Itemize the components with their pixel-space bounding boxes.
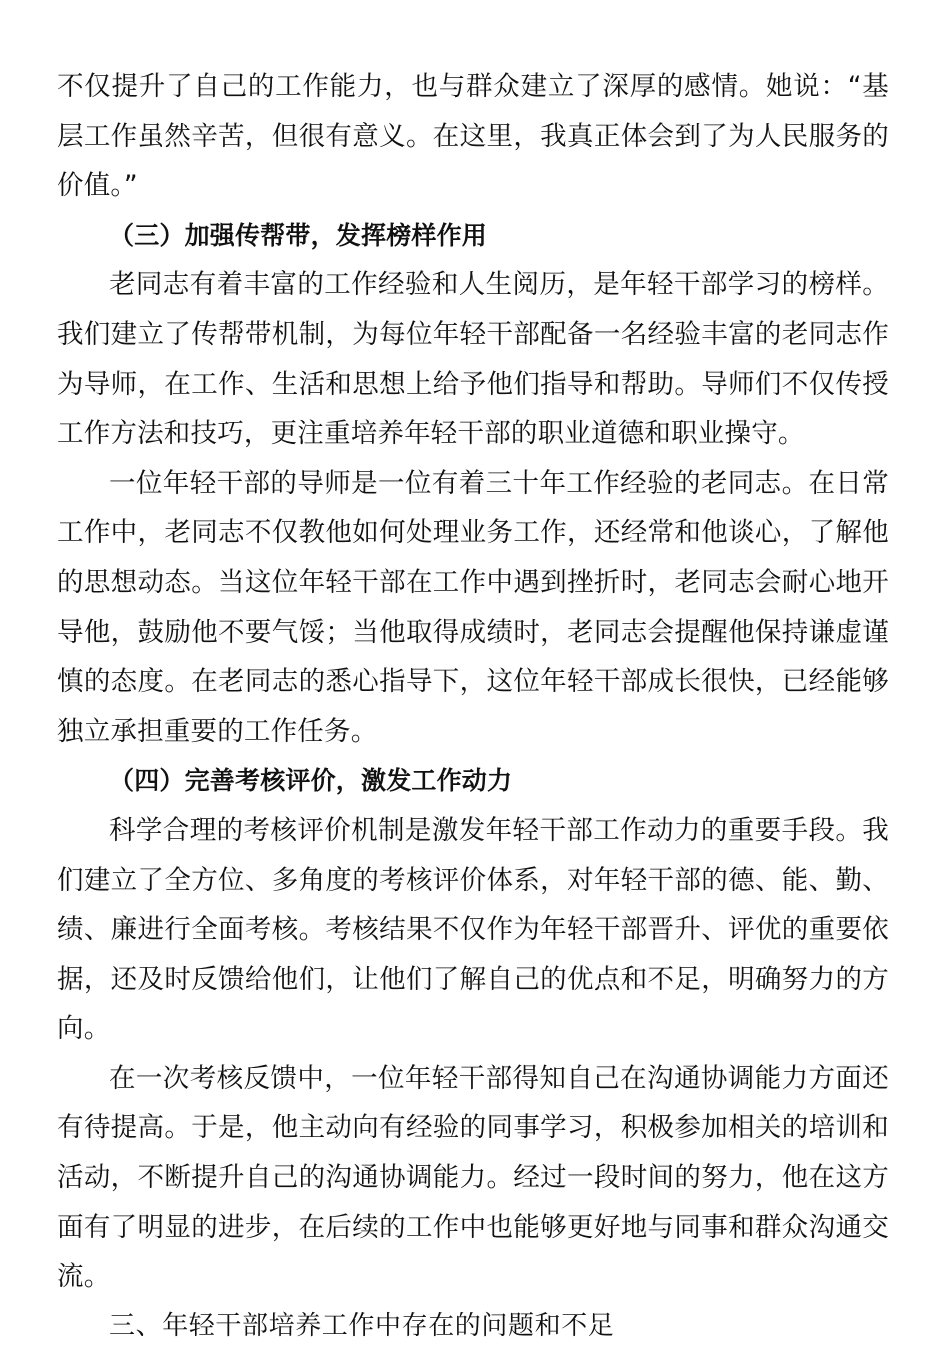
subheading-assessment: （四）完善考核评价，激发工作动力 [109, 766, 513, 796]
paragraph-mentoring-example: 一位年轻干部的导师是一位有着三十年工作经验的老同志。在日常工作中，老同志不仅教他如何处理业务工作，还经常和他谈心，了解他的思想动态。当这位年轻干部在工作中遇到挫折时，老同志会耐心地开导他，鼓励他不要气馁；当他取得成绩时，老同志会提醒他保持谦虚谨慎的态度。在老同志的悉心指导下，这位年轻干部成长很快，已经能够独立承担重要的工作任务。 [57, 467, 889, 747]
section-heading-problems: 三、年轻干部培养工作中存在的问题和不足 [109, 1310, 615, 1341]
subheading-mentoring: （三）加强传帮带，发挥榜样作用 [109, 220, 488, 250]
paragraph-continuation: 不仅提升了自己的工作能力，也与群众建立了深厚的感情。她说：“基层工作虽然辛苦，但很有意义。在这里，我真正体会到了为人民服务的价值。” [57, 71, 889, 202]
paragraph-mentoring-intro: 老同志有着丰富的工作经验和人生阅历，是年轻干部学习的榜样。我们建立了传帮带机制，为每位年轻干部配备一名经验丰富的老同志作为导师，在工作、生活和思想上给予他们指导和帮助。导师们不仅传授工作方法和技巧，更注重培养年轻干部的职业道德和职业操守。 [57, 269, 889, 450]
paragraph-assessment-example: 在一次考核反馈中，一位年轻干部得知自己在沟通协调能力方面还有待提高。于是，他主动向有经验的同事学习，积极参加相关的培训和活动，不断提升自己的沟通协调能力。经过一段时间的努力，他在这方面有了明显的进步，在后续的工作中也能够更好地与同事和群众沟通交流。 [57, 1062, 889, 1293]
paragraph-assessment-intro: 科学合理的考核评价机制是激发年轻干部工作动力的重要手段。我们建立了全方位、多角度的考核评价体系，对年轻干部的德、能、勤、绩、廉进行全面考核。考核结果不仅作为年轻干部晋升、评优的重要依据，还及时反馈给他们，让他们了解自己的优点和不足，明确努力的方向。 [57, 814, 889, 1045]
document-page [57, 62, 889, 1351]
